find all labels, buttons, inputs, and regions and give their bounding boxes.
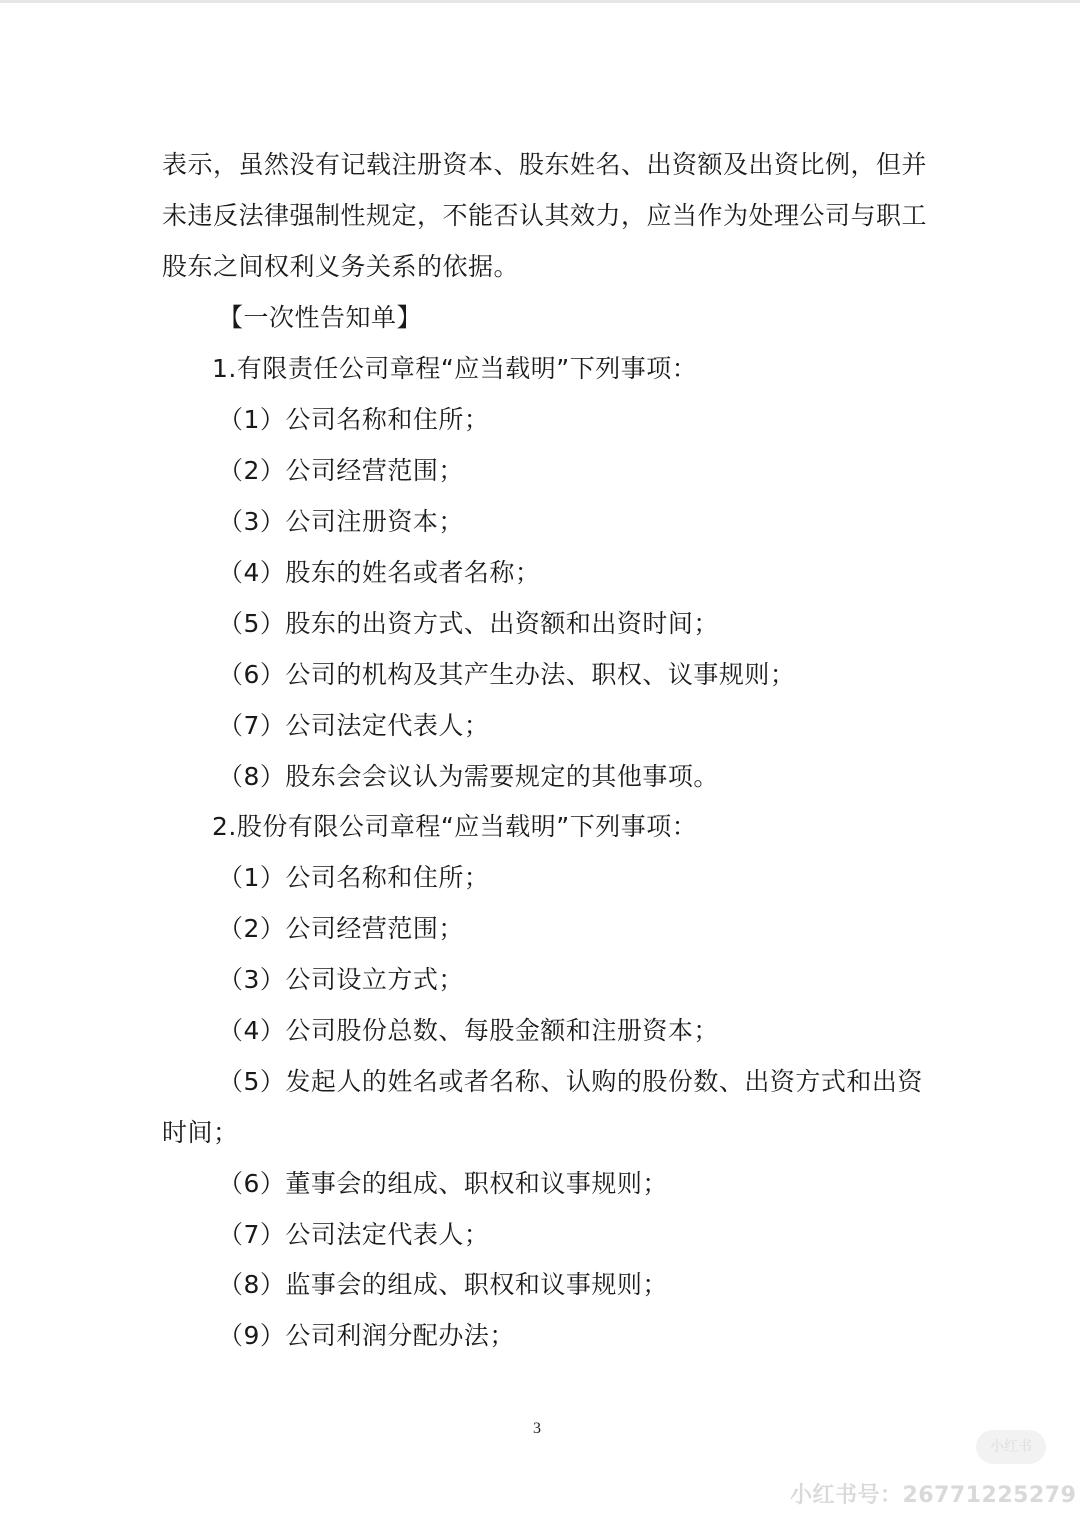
section-heading: 【一次性告知单】 <box>218 303 423 332</box>
list-item: （5）股东的出资方式、出资额和出资时间； <box>218 609 719 638</box>
list-heading-llc: 1.有限责任公司章程“应当载明”下列事项： <box>212 354 698 383</box>
list-item: （1）公司名称和住所； <box>218 863 490 892</box>
list-item: （4）股东的姓名或者名称； <box>218 558 541 587</box>
body-line-3: 股东之间权利义务关系的依据。 <box>162 252 520 281</box>
list-item: （8）股东会会议认为需要规定的其他事项。 <box>218 762 719 791</box>
list-item-continuation: 时间； <box>162 1118 239 1147</box>
page-top-edge <box>0 0 1080 3</box>
body-line-2: 未违反法律强制性规定，不能否认其效力，应当作为处理公司与职工 <box>162 201 928 230</box>
list-item: （1）公司名称和住所； <box>218 405 490 434</box>
list-item: （3）公司设立方式； <box>218 965 464 994</box>
list-heading-joint-stock: 2.股份有限公司章程“应当载明”下列事项： <box>212 812 698 841</box>
list-item: （2）公司经营范围； <box>218 914 464 943</box>
list-item: （7）公司法定代表人； <box>218 711 490 740</box>
watermark-badge: 小红书 <box>976 1430 1046 1464</box>
list-item: （7）公司法定代表人； <box>218 1220 490 1249</box>
page-number: 3 <box>533 1420 541 1437</box>
list-item: （6）公司的机构及其产生办法、职权、议事规则； <box>218 660 796 689</box>
list-item: （6）董事会的组成、职权和议事规则； <box>218 1169 668 1198</box>
list-item: （2）公司经营范围； <box>218 456 464 485</box>
watermark-text: 小红书号：26771225279 <box>790 1483 1077 1508</box>
body-line-1: 表示，虽然没有记载注册资本、股东姓名、出资额及出资比例，但并 <box>162 150 928 179</box>
list-item: （3）公司注册资本； <box>218 507 464 536</box>
list-item: （5）发起人的姓名或者名称、认购的股份数、出资方式和出资 <box>218 1067 923 1096</box>
list-item: （4）公司股份总数、每股金额和注册资本； <box>218 1016 719 1045</box>
list-item: （9）公司利润分配办法； <box>218 1321 515 1350</box>
list-item: （8）监事会的组成、职权和议事规则； <box>218 1270 668 1299</box>
